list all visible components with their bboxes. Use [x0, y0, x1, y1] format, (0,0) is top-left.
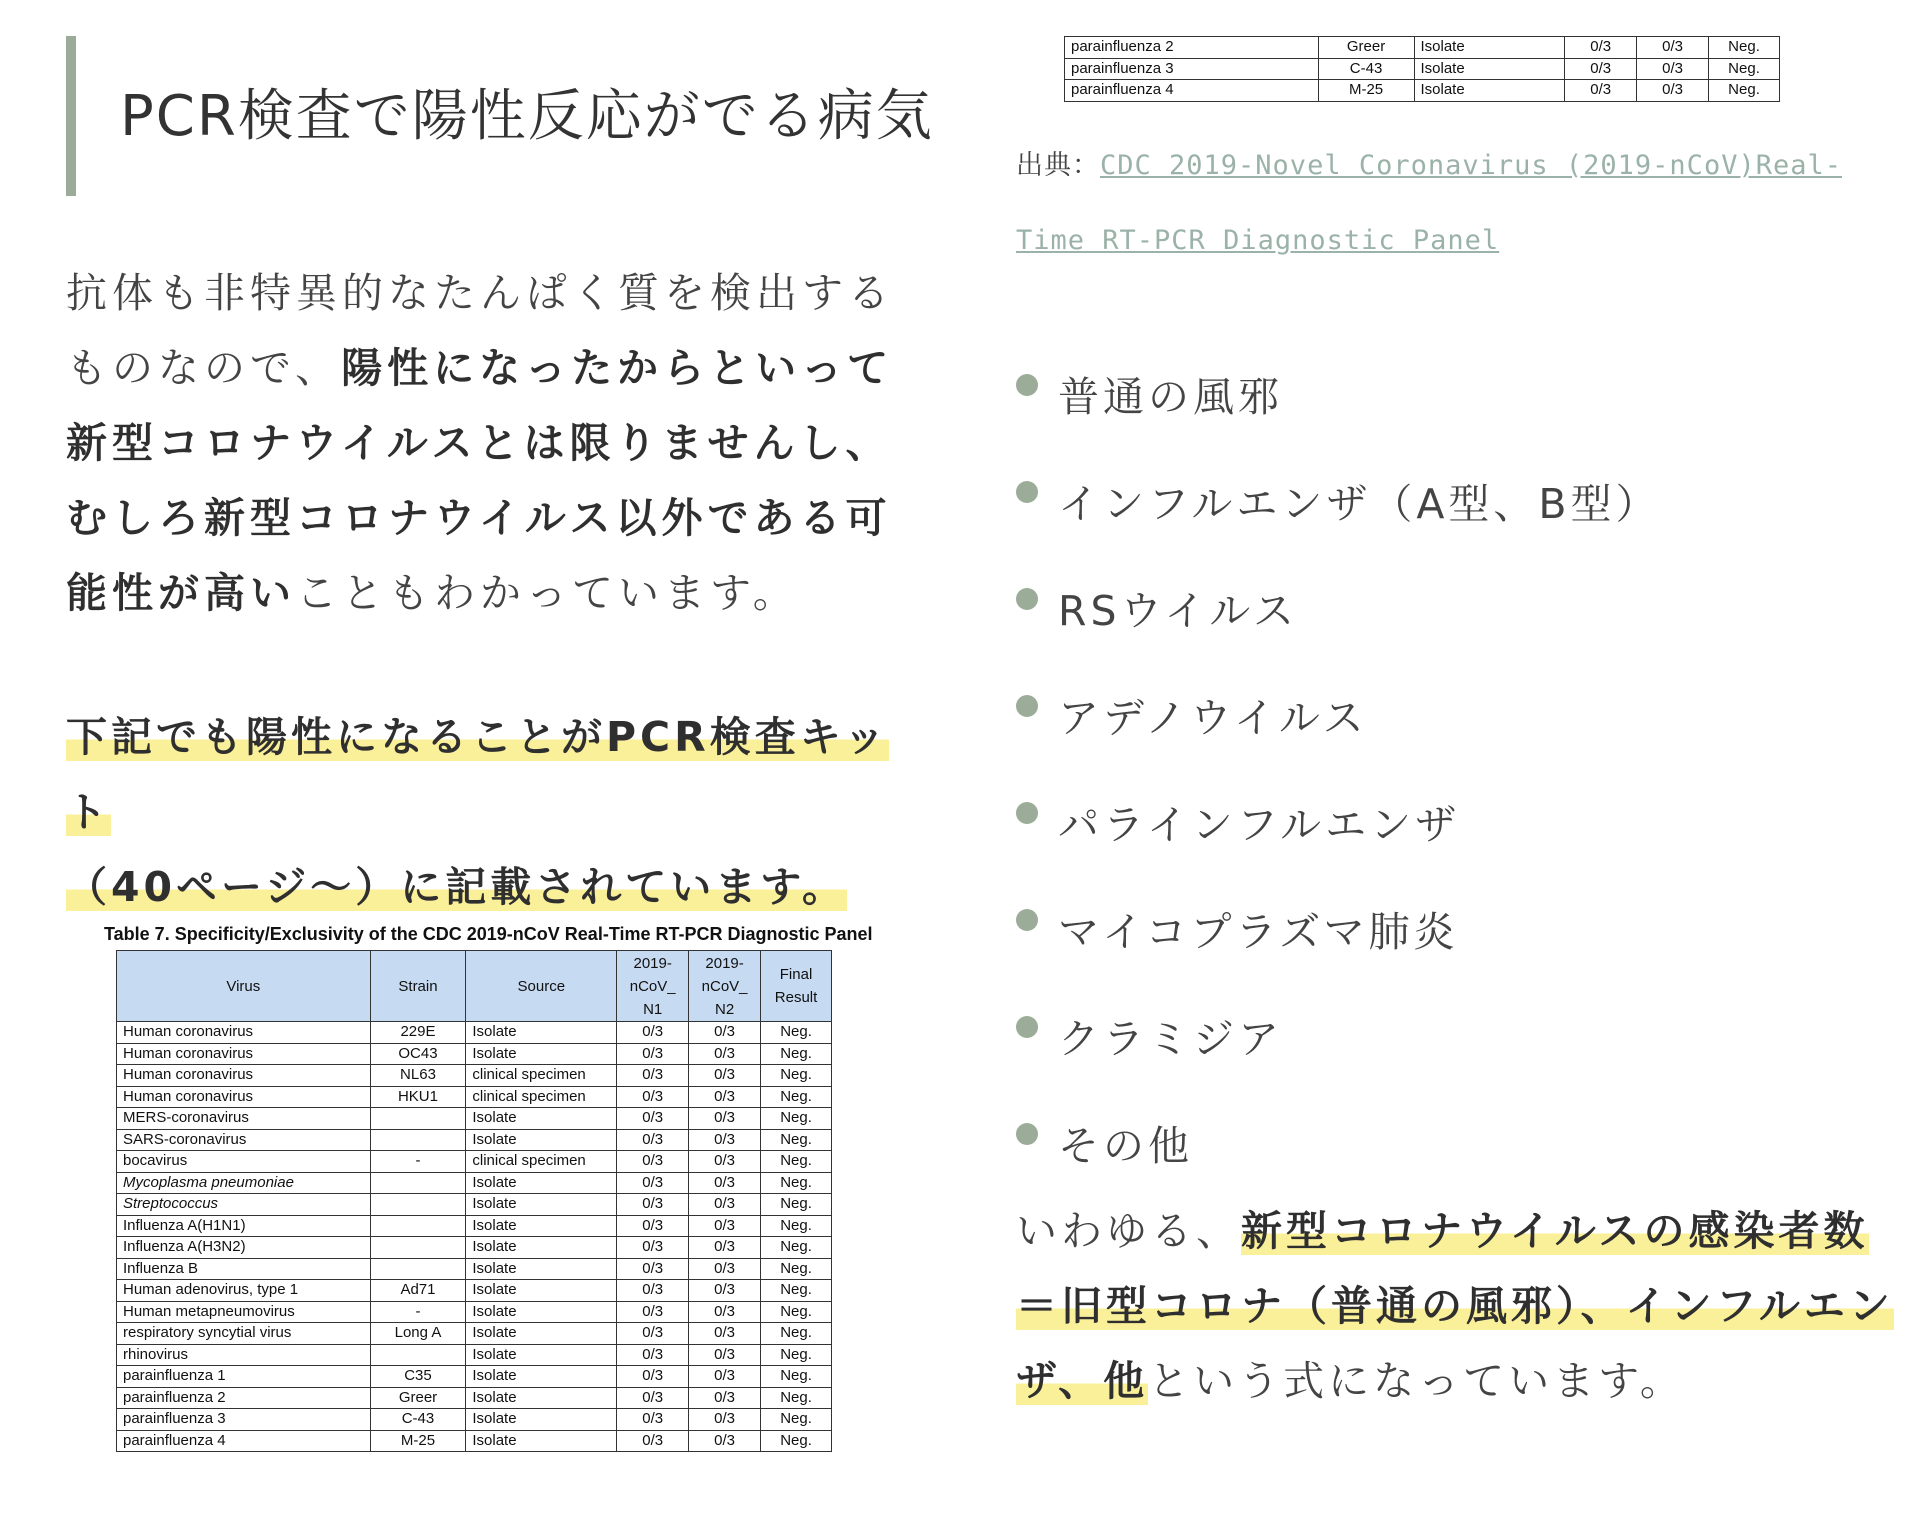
bullet-dot-icon	[1016, 374, 1038, 396]
header-final-line2: Result	[774, 989, 818, 1006]
cell-n1: 0/3	[1565, 58, 1637, 80]
cell-n2: 0/3	[689, 1258, 761, 1280]
cell-source: Isolate	[466, 1280, 617, 1302]
table-row	[117, 1301, 832, 1323]
cell-n2: 0/3	[689, 1387, 761, 1409]
table-row	[1065, 80, 1780, 102]
cell-virus: SARS-coronavirus	[117, 1129, 371, 1151]
cell-n1: 0/3	[617, 1387, 689, 1409]
cell-source: Isolate	[466, 1215, 617, 1237]
cell-result: Neg.	[1709, 37, 1780, 59]
cell-n2: 0/3	[689, 1430, 761, 1452]
summary-text-plain-end: という式になっています。	[1148, 1357, 1685, 1405]
cell-n2: 0/3	[689, 1022, 761, 1044]
table-row	[117, 1151, 832, 1173]
header-n2-line2: nCoV_	[701, 977, 748, 995]
table-row	[117, 1086, 832, 1108]
cell-source: Isolate	[466, 1301, 617, 1323]
cell-n1: 0/3	[1565, 37, 1637, 59]
source-label: 出典：	[1016, 150, 1100, 181]
cell-n1: 0/3	[617, 1172, 689, 1194]
bullet-dot-icon	[1016, 695, 1038, 717]
cell-result: Neg.	[761, 1280, 832, 1302]
list-item-label: その他	[1058, 1122, 1193, 1170]
cell-result: Neg.	[761, 1043, 832, 1065]
summary-paragraph	[1016, 1194, 1896, 1419]
cell-strain	[370, 1237, 466, 1259]
header-n1-line3: N1	[643, 1000, 663, 1018]
cell-result: Neg.	[761, 1151, 832, 1173]
cell-result: Neg.	[1709, 58, 1780, 80]
cell-strain: C-43	[370, 1409, 466, 1431]
cell-virus: parainfluenza 2	[117, 1387, 371, 1409]
list-item	[1016, 875, 1661, 982]
cell-result: Neg.	[761, 1065, 832, 1087]
cell-n2: 0/3	[689, 1151, 761, 1173]
cell-n2: 0/3	[1637, 37, 1709, 59]
cell-n2: 0/3	[689, 1366, 761, 1388]
cell-n2: 0/3	[1637, 80, 1709, 102]
cell-source: Isolate	[1414, 58, 1565, 80]
table-row	[117, 1194, 832, 1216]
cell-strain	[370, 1215, 466, 1237]
cell-strain: Ad71	[370, 1280, 466, 1302]
table-row	[117, 1022, 832, 1044]
cell-source: Isolate	[466, 1129, 617, 1151]
cell-virus: bocavirus	[117, 1151, 371, 1173]
intro-text-bold: 陽性になったからといって新型コロナウイルスとは限りませんし、むしろ新型コロナウイルス以外である可能性が高い	[66, 344, 894, 617]
cell-n1: 0/3	[617, 1430, 689, 1452]
cell-n2: 0/3	[689, 1237, 761, 1259]
cell-n2: 0/3	[1637, 58, 1709, 80]
cell-result: Neg.	[761, 1301, 832, 1323]
note-line-2: （40ページ～）に記載されています。	[66, 863, 847, 911]
cell-strain	[370, 1129, 466, 1151]
cell-virus: parainfluenza 4	[117, 1430, 371, 1452]
list-item	[1016, 554, 1661, 661]
list-item-label: マイコプラズマ肺炎	[1058, 908, 1459, 956]
header-final-line1: Final	[779, 966, 813, 983]
bullet-dot-icon	[1016, 802, 1038, 824]
cell-virus: parainfluenza 1	[117, 1366, 371, 1388]
table-row	[117, 1108, 832, 1130]
cell-result: Neg.	[761, 1387, 832, 1409]
cell-virus: Human coronavirus	[117, 1043, 371, 1065]
cell-result: Neg.	[761, 1430, 832, 1452]
cell-strain	[370, 1194, 466, 1216]
cell-source: Isolate	[466, 1258, 617, 1280]
cell-result: Neg.	[761, 1215, 832, 1237]
cell-virus: Influenza A(H1N1)	[117, 1215, 371, 1237]
cell-strain	[370, 1108, 466, 1130]
cell-result: Neg.	[1709, 80, 1780, 102]
bullet-dot-icon	[1016, 1016, 1038, 1038]
disease-list	[1016, 340, 1661, 1196]
cell-virus: Mycoplasma pneumoniae	[117, 1172, 371, 1194]
bullet-dot-icon	[1016, 909, 1038, 931]
cell-virus: MERS-coronavirus	[117, 1108, 371, 1130]
table-row	[117, 1043, 832, 1065]
header-virus: Virus	[117, 951, 371, 1022]
summary-text-plain: いわゆる、	[1016, 1207, 1241, 1255]
table-row	[117, 1344, 832, 1366]
cell-n1: 0/3	[617, 1366, 689, 1388]
cell-virus: parainfluenza 3	[117, 1409, 371, 1431]
list-item-label: 普通の風邪	[1058, 373, 1283, 421]
list-item-label: クラミジア	[1058, 1015, 1283, 1063]
cell-n1: 0/3	[617, 1086, 689, 1108]
cell-result: Neg.	[761, 1409, 832, 1431]
cell-n2: 0/3	[689, 1301, 761, 1323]
cell-n1: 0/3	[617, 1344, 689, 1366]
cell-virus: respiratory syncytial virus	[117, 1323, 371, 1345]
cell-n1: 0/3	[617, 1301, 689, 1323]
table-header-row	[117, 951, 832, 1022]
cell-strain: C-43	[1318, 58, 1414, 80]
cell-virus: Human coronavirus	[117, 1086, 371, 1108]
table-row	[117, 1409, 832, 1431]
specificity-table	[116, 950, 832, 1452]
table-row	[117, 1366, 832, 1388]
cell-result: Neg.	[761, 1108, 832, 1130]
cell-result: Neg.	[761, 1323, 832, 1345]
table-row	[117, 1323, 832, 1345]
header-n2-line3: N2	[715, 1000, 735, 1018]
list-item	[1016, 1089, 1661, 1196]
table-row	[117, 1237, 832, 1259]
header-strain: Strain	[370, 951, 466, 1022]
table-row	[1065, 58, 1780, 80]
cell-source: Isolate	[466, 1323, 617, 1345]
cell-virus: Human coronavirus	[117, 1022, 371, 1044]
cell-n1: 0/3	[617, 1409, 689, 1431]
cell-virus: Influenza B	[117, 1258, 371, 1280]
list-item	[1016, 447, 1661, 554]
cell-n1: 0/3	[1565, 80, 1637, 102]
cell-strain: M-25	[370, 1430, 466, 1452]
cell-source: Isolate	[466, 1237, 617, 1259]
source-link[interactable]: CDC 2019-Novel Coronavirus (2019-nCoV)Real-Time RT-PCR Diagnostic Panel	[1016, 150, 1842, 256]
cell-virus: Influenza A(H3N2)	[117, 1237, 371, 1259]
cell-virus: parainfluenza 3	[1065, 58, 1319, 80]
cell-virus: Human metapneumovirus	[117, 1301, 371, 1323]
bullet-dot-icon	[1016, 588, 1038, 610]
cell-n1: 0/3	[617, 1022, 689, 1044]
cell-strain: 229E	[370, 1022, 466, 1044]
table-row	[117, 1129, 832, 1151]
cell-source: Isolate	[466, 1366, 617, 1388]
cell-strain: Greer	[1318, 37, 1414, 59]
cell-n2: 0/3	[689, 1323, 761, 1345]
list-item	[1016, 340, 1661, 447]
note-line-1: 下記でも陽性になることがPCR検査キット	[66, 713, 889, 836]
table-row	[117, 1258, 832, 1280]
list-item	[1016, 982, 1661, 1089]
cell-result: Neg.	[761, 1172, 832, 1194]
cell-result: Neg.	[761, 1258, 832, 1280]
cell-source: Isolate	[466, 1387, 617, 1409]
cell-n1: 0/3	[617, 1215, 689, 1237]
cell-strain: M-25	[1318, 80, 1414, 102]
cell-result: Neg.	[761, 1237, 832, 1259]
cell-n1: 0/3	[617, 1129, 689, 1151]
cell-strain: HKU1	[370, 1086, 466, 1108]
header-n2-line1: 2019-	[705, 954, 744, 972]
cell-n1: 0/3	[617, 1323, 689, 1345]
summary-text-bold: 新型コロナウイルスの感染者数＝旧型コロナ（普通の風邪）、インフルエンザ、他	[1016, 1207, 1894, 1405]
cell-strain: NL63	[370, 1065, 466, 1087]
cell-source: Isolate	[466, 1108, 617, 1130]
header-n1-line1: 2019-	[633, 954, 672, 972]
cell-n1: 0/3	[617, 1043, 689, 1065]
table-row	[117, 1280, 832, 1302]
header-n1-line2: nCoV_	[629, 977, 676, 995]
cell-virus: Human coronavirus	[117, 1065, 371, 1087]
header-n1	[617, 951, 689, 1022]
cell-strain: C35	[370, 1366, 466, 1388]
intro-text-plain-end: こともわかっています。	[296, 569, 799, 617]
cell-source: clinical specimen	[466, 1065, 617, 1087]
cell-result: Neg.	[761, 1344, 832, 1366]
cell-n1: 0/3	[617, 1258, 689, 1280]
cell-result: Neg.	[761, 1366, 832, 1388]
cell-virus: parainfluenza 4	[1065, 80, 1319, 102]
cell-n2: 0/3	[689, 1065, 761, 1087]
bullet-dot-icon	[1016, 481, 1038, 503]
cell-result: Neg.	[761, 1129, 832, 1151]
table-caption: Table 7. Specificity/Exclusivity of the CDC 2019-nCoV Real-Time RT-PCR Diagnostic Panel	[104, 924, 873, 944]
cell-n2: 0/3	[689, 1344, 761, 1366]
cell-n2: 0/3	[689, 1172, 761, 1194]
cell-source: Isolate	[466, 1043, 617, 1065]
page-title: PCR検査で陽性反応がでる病気	[120, 84, 934, 149]
table-row	[117, 1215, 832, 1237]
intro-paragraph	[66, 256, 936, 631]
cell-source: Isolate	[466, 1022, 617, 1044]
list-item	[1016, 768, 1661, 875]
cell-source: Isolate	[466, 1344, 617, 1366]
cell-source: Isolate	[466, 1430, 617, 1452]
cell-n1: 0/3	[617, 1237, 689, 1259]
cell-n1: 0/3	[617, 1194, 689, 1216]
cell-strain: OC43	[370, 1043, 466, 1065]
cell-strain: Long A	[370, 1323, 466, 1345]
list-item-label: RSウイルス	[1058, 587, 1299, 635]
title-accent-bar	[66, 36, 76, 196]
list-item-label: アデノウイルス	[1058, 694, 1368, 742]
cell-virus: Human adenovirus, type 1	[117, 1280, 371, 1302]
cell-strain: -	[370, 1151, 466, 1173]
cell-strain: Greer	[370, 1387, 466, 1409]
cell-source: clinical specimen	[466, 1086, 617, 1108]
cell-source: Isolate	[1414, 37, 1565, 59]
cell-strain	[370, 1172, 466, 1194]
cell-source: Isolate	[466, 1172, 617, 1194]
table-row	[117, 1387, 832, 1409]
cell-result: Neg.	[761, 1194, 832, 1216]
cell-n1: 0/3	[617, 1065, 689, 1087]
cell-source: Isolate	[466, 1409, 617, 1431]
table-row	[117, 1172, 832, 1194]
intro-text-plain: 抗体も非特異的なたんぱく質を検出するものなので、	[66, 269, 894, 392]
cell-strain	[370, 1344, 466, 1366]
header-source: Source	[466, 951, 617, 1022]
cell-strain	[370, 1258, 466, 1280]
cell-n1: 0/3	[617, 1108, 689, 1130]
highlight-note	[66, 700, 926, 925]
table-row	[117, 1430, 832, 1452]
cell-n2: 0/3	[689, 1108, 761, 1130]
cell-n1: 0/3	[617, 1280, 689, 1302]
header-final-result	[761, 951, 832, 1022]
cell-source: clinical specimen	[466, 1151, 617, 1173]
header-n2	[689, 951, 761, 1022]
cell-result: Neg.	[761, 1022, 832, 1044]
cell-n2: 0/3	[689, 1194, 761, 1216]
list-item-label: インフルエンザ（A型、B型）	[1058, 480, 1661, 528]
cell-virus: parainfluenza 2	[1065, 37, 1319, 59]
continuation-table	[1064, 36, 1780, 102]
cell-result: Neg.	[761, 1086, 832, 1108]
table-row	[1065, 37, 1780, 59]
list-item-label: パラインフルエンザ	[1058, 801, 1461, 849]
cell-source: Isolate	[1414, 80, 1565, 102]
table-row	[117, 1065, 832, 1087]
list-item	[1016, 661, 1661, 768]
cell-n2: 0/3	[689, 1086, 761, 1108]
cell-n1: 0/3	[617, 1151, 689, 1173]
cell-strain: -	[370, 1301, 466, 1323]
cell-virus: rhinovirus	[117, 1344, 371, 1366]
bullet-dot-icon	[1016, 1123, 1038, 1145]
cell-virus: Streptococcus	[117, 1194, 371, 1216]
cell-n2: 0/3	[689, 1409, 761, 1431]
cell-source: Isolate	[466, 1194, 617, 1216]
cell-n2: 0/3	[689, 1129, 761, 1151]
cell-n2: 0/3	[689, 1215, 761, 1237]
cell-n2: 0/3	[689, 1280, 761, 1302]
source-citation	[1016, 128, 1896, 278]
cell-n2: 0/3	[689, 1043, 761, 1065]
